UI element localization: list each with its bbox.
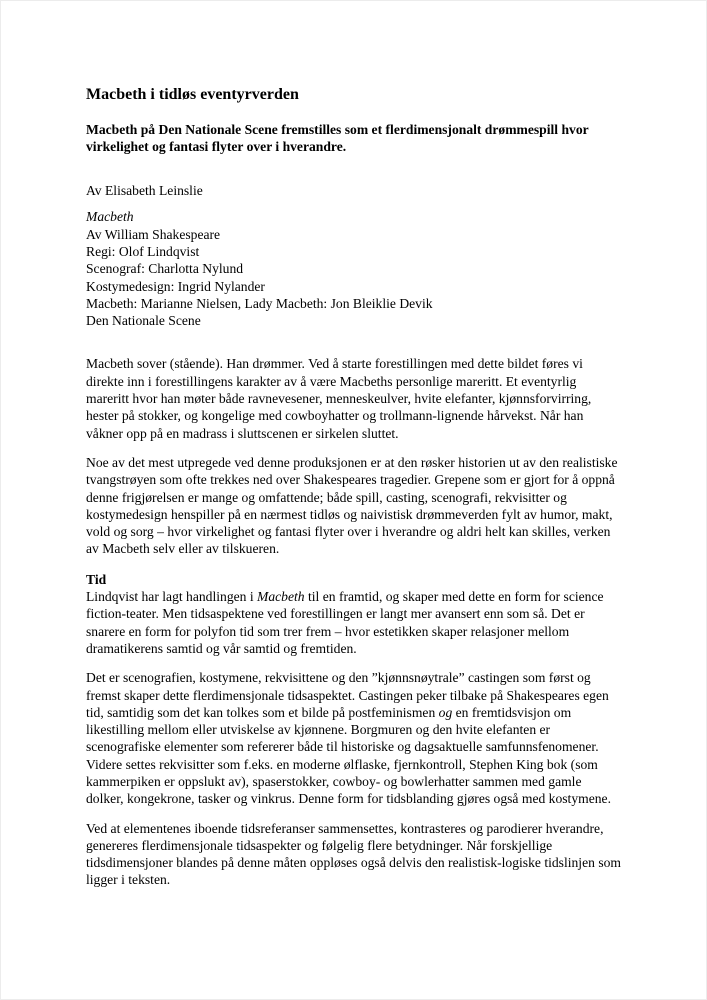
credit-play-title: Macbeth — [86, 209, 134, 225]
paragraph-dream-opening: Macbeth sover (stående). Han drømmer. Ved å starte forestillingen med dette bildet føres vi direkte inn i forestillingens karakter av å være Macbeths personlige mareritt. Et eventyrlig mareritt hvor han møter både ravnevesener, menneskeulver, hvite elefanter, kjønnsforvirring, hester på stokker, og kongelige med cowboyhatter og trollmann-lignende hårvekst. Når han våkner opp på en madrass i sluttscenen er sirkelen sluttet. — [86, 356, 592, 441]
credits-block — [86, 208, 621, 329]
article-lede: Macbeth på Den Nationale Scene fremstilles som et flerdimensjonalt drømmespill hvor virkelighet og fantasi flyter over i hverandre. — [86, 121, 589, 154]
paragraph-text-segment: til en framtid, og skaper med dette en form for science fiction-teater. Men tidsaspektene ved forestillingen er langt mer avansert enn som så. Det er snarere en form for polyfon tid som trer frem – hvor estetikken skaper relasjoner mellom dramatikerens samtid og vår samtid og fremtiden. — [86, 589, 604, 656]
credit-costume-designer: Kostymedesign: Ingrid Nylander — [86, 278, 265, 294]
paragraph-polyphonic-time — [86, 588, 621, 657]
italic-play-title: Macbeth — [257, 589, 305, 605]
paragraph-text-segment: en fremtidsvisjon om likestilling mellom eller utviskelse av kjønnene. Borgmuren og den hvite elefanten er scenografiske elementer som refererer både til historiske og dagsaktuelle samfunnsfenomener. Videre settes rekvisitter som f.eks. en moderne ølflaske, fjernkontroll, Stephen King bok (som kammerpiken er oppslukt av), spaserstokker, cowboy- og bowlerhatter sammen med gamle dolker, kongekrone, tasker og vinkrus. Denne form for tidsblanding gjøres også med kostymene. — [86, 704, 611, 807]
paragraph-text-segment: Lindqvist har lagt handlingen i — [86, 589, 258, 605]
section-heading-tid: Tid — [86, 571, 107, 587]
paragraph-production-grip: Noe av det mest utpregede ved denne produksjonen er at den røsker historien ut av den realistiske tvangstrøyen som ofte trekkes ned over Shakespeares tragedier. Grepene som er gjort for å oppnå denne frigjørelsen er mange og omfattende; både spill, casting, scenografi, rekvisitter og kostymedesign henspiller på en nærmest tidløs og naivistisk drømmeverden fylt av humor, makt, vold og sorg – hvor virkelighet og fantasi flyter over i hverandre og aldri helt kan skilles, verken av Macbeth selv eller av tilskueren. — [86, 454, 618, 557]
credit-director: Regi: Olof Lindqvist — [86, 243, 200, 259]
paragraph-scenography-casting — [86, 669, 621, 807]
paragraph-text-segment: Det er scenografien, kostymene, rekvisittene og den ”kjønnsnøytrale” castingen som først og fremst skaper dette flerdimensjonale tidsaspektet. Castingen peker tilbake på Shakespeares egen tid, samtidig som det kan tolkes som et bilde på postfeminismen — [86, 670, 609, 720]
credit-theatre: Den Nationale Scene — [86, 313, 201, 329]
credit-cast: Macbeth: Marianne Nielsen, Lady Macbeth: Jon Bleiklie Devik — [86, 295, 433, 311]
paragraph-time-references: Ved at elementenes iboende tidsreferanser sammensettes, kontrasteres og parodierer hverandre, genereres flerdimensjonale tidsaspekter og følgelig flere betydninger. Når forskjellige tidsdimensjoner blandes på denne måten oppløses også delvis den realistisk-logiske tidslinjen som ligger i teksten. — [86, 820, 621, 888]
article-title: Macbeth i tidløs eventyrverden — [86, 86, 299, 103]
credit-author: Av William Shakespeare — [86, 226, 221, 242]
italic-emphasis-og: og — [438, 704, 453, 720]
credit-scenographer: Scenograf: Charlotta Nylund — [86, 261, 244, 277]
byline: Av Elisabeth Leinslie — [86, 183, 203, 199]
